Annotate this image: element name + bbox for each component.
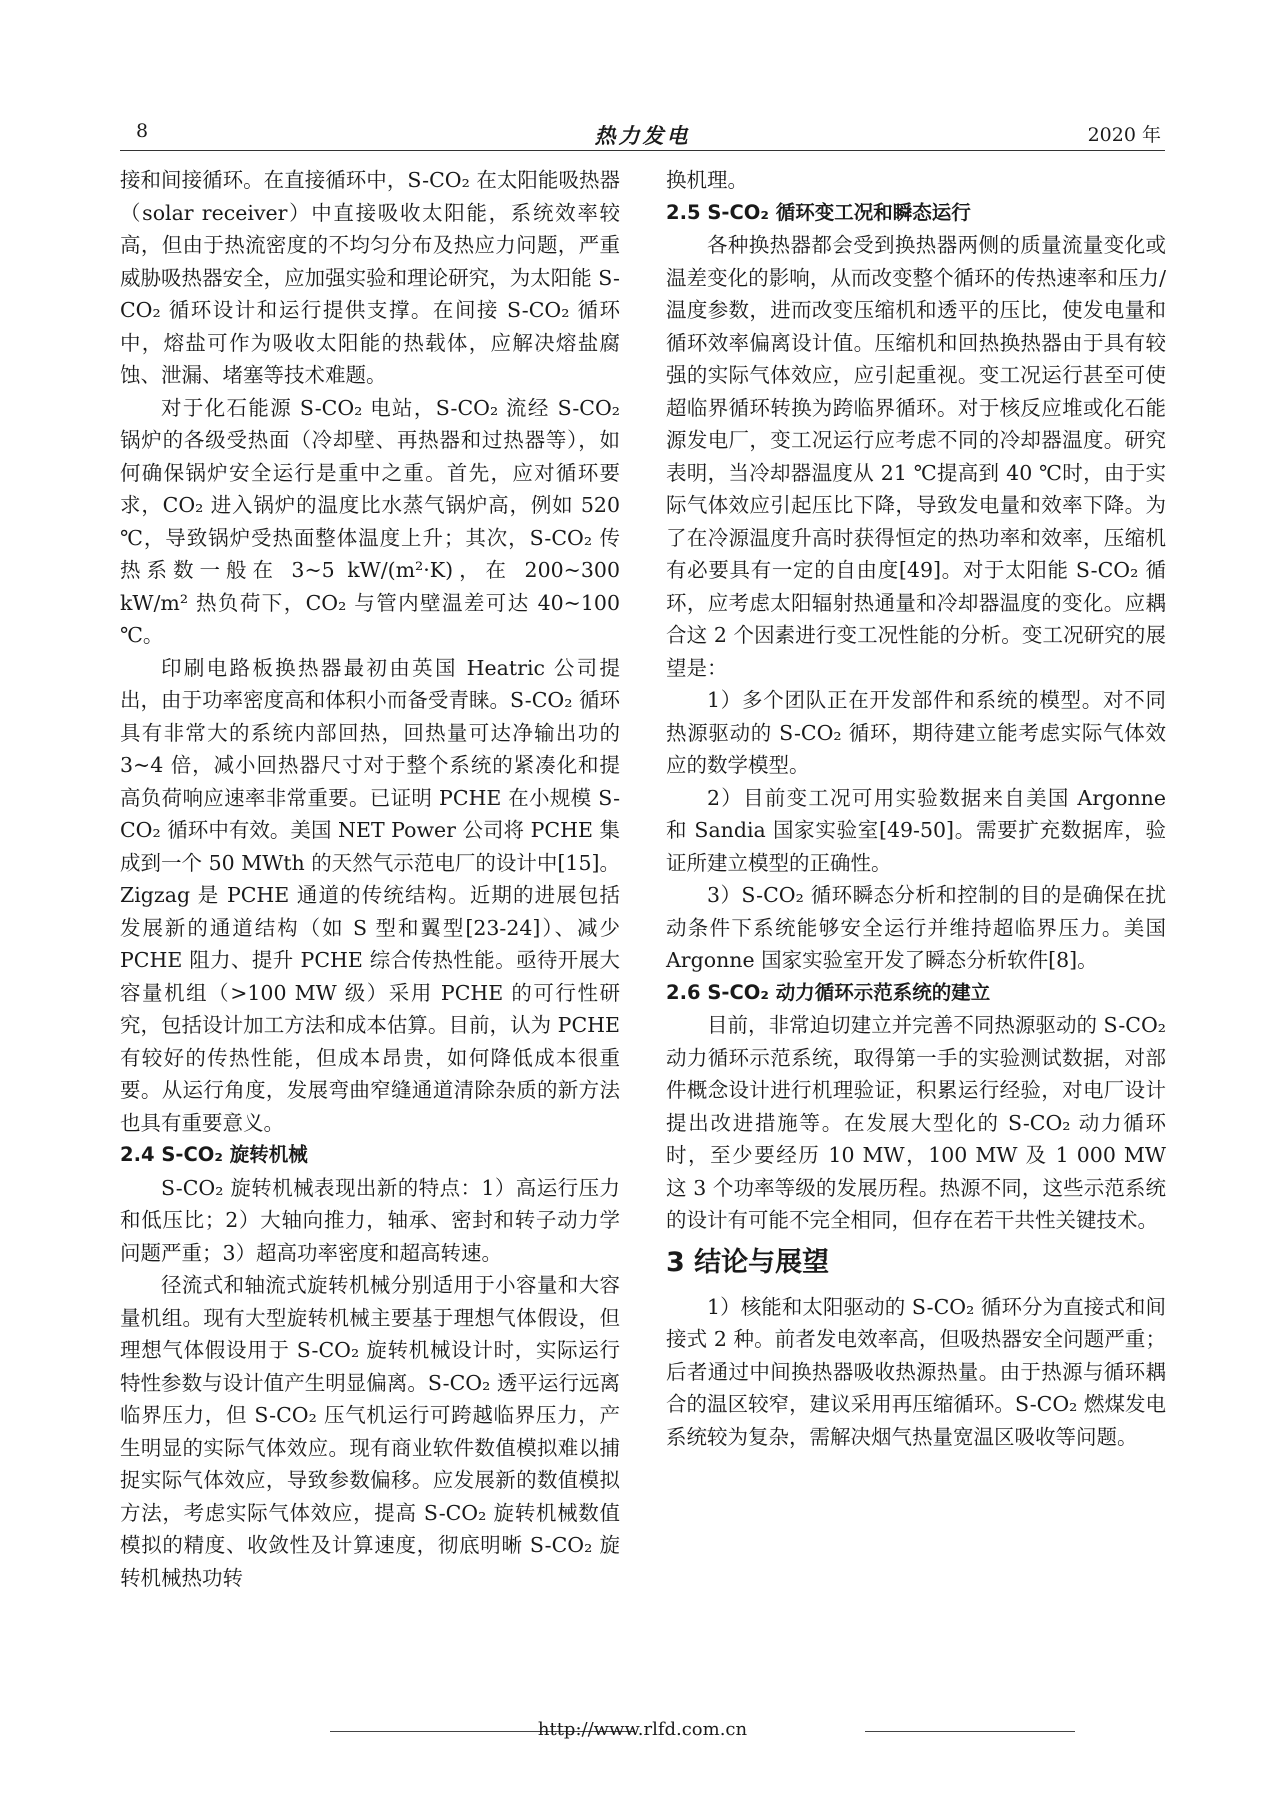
- section-heading-2-4: 2.4 S-CO₂ 旋转机械: [120, 1143, 308, 1166]
- paragraph: 印刷电路板换热器最初由英国 Heatric 公司提出，由于功率密度高和体积小而备受青睐。S-CO₂ 循环具有非常大的系统内部回热，回热量可达净输出功的 3~4 倍，减小回热器尺寸对于整个系统的紧凑化和提高负荷响应速率非常重要。已证明 PCHE 在小规模 S-CO₂ 循环中有效。美国 NET Power 公司将 PCHE 集成到一个 50 MWth 的天然气示范电厂的设计中[15]。Zigzag 是 PCHE 通道的传统结构。近期的进展包括发展新的通道结构（如 S 型和翼型[23-24]）、减少 PCHE 阻力、提升 PCHE 综合传热性能。亟待开展大容量机组（>100 MW 级）采用 PCHE 的可行性研究，包括设计加工方法和成本估算。目前，认为 PCHE 有较好的传热性能，但成本昂贵，如何降低成本很重要。从运行角度，发展弯曲窄缝通道清除杂质的新方法也具有重要意义。: [120, 655, 620, 1135]
- page-footer: [120, 1717, 1165, 1747]
- paragraph: 各种换热器都会受到换热器两侧的质量流量变化或温差变化的影响，从而改变整个循环的传热速率和压力/温度参数，进而改变压缩机和透平的压比，使发电量和循环效率偏离设计值。压缩机和回热换热器由于具有较强的实际气体效应，应引起重视。变工况运行甚至可使超临界循环转换为跨临界循环。对于核反应堆或化石能源发电厂，变工况运行应考虑不同的冷却器温度。研究表明，当冷却器温度从 21 ℃提高到 40 ℃时，由于实际气体效应引起压比下降，导致发电量和效率下降。为了在冷源温度升高时获得恒定的热功率和效率，压缩机有必要具有一定的自由度[49]。对于太阳能 S-CO₂ 循环，应考虑太阳辐射热通量和冷却器温度的变化。应耦合这 2 个因素进行变工况性能的分析。变工况研究的展望是：: [666, 233, 1166, 680]
- list-item: 3）S-CO₂ 循环瞬态分析和控制的目的是确保在扰动条件下系统能够安全运行并维持超临界压力。美国 Argonne 国家实验室开发了瞬态分析软件[8]。: [666, 883, 1166, 972]
- section-heading-2-5: 2.5 S-CO₂ 循环变工况和瞬态运行: [666, 200, 971, 224]
- section-heading-3: 3 结论与展望: [666, 1246, 830, 1278]
- paragraph: 对于化石能源 S-CO₂ 电站，S-CO₂ 流经 S-CO₂ 锅炉的各级受热面（冷却壁、再热器和过热器等），如何确保锅炉安全运行是重中之重。首先，应对循环要求，CO₂ 进入锅炉的温度比水蒸气锅炉高，例如 520 ℃，导致锅炉受热面整体温度上升；其次，S-CO₂ 传热系数一般在 3~5 kW/(m²·K)，在 200~300 kW/m² 热负荷下，CO₂ 与管内壁温差可达 40~100 ℃。: [120, 395, 620, 647]
- paragraph: S-CO₂ 旋转机械表现出新的特点：1）高运行压力和低压比；2）大轴向推力，轴承、密封和转子动力学问题严重；3）超高功率密度和超高转速。: [120, 1175, 620, 1265]
- list-item: 1）多个团队正在开发部件和系统的模型。对不同热源驱动的 S-CO₂ 循环，期待建立能考虑实际气体效应的数学模型。: [666, 688, 1166, 777]
- header-rule: [120, 150, 1165, 151]
- left-column: [120, 164, 620, 1594]
- section-heading-2-6: 2.6 S-CO₂ 动力循环示范系统的建立: [666, 980, 991, 1004]
- right-column: [666, 164, 1166, 1453]
- paragraph: 径流式和轴流式旋转机械分别适用于小容量和大容量机组。现有大型旋转机械主要基于理想气体假设，但理想气体假设用于 S-CO₂ 旋转机械设计时，实际运行特性参数与设计值产生明显偏离。S-CO₂ 透平运行远离临界压力，但 S-CO₂ 压气机运行可跨越临界压力，产生明显的实际气体效应。现有商业软件数值模拟难以捕捉实际气体效应，导致参数偏移。应发展新的数值模拟方法，考虑实际气体效应，提高 S-CO₂ 旋转机械数值模拟的精度、收敛性及计算速度，彻底明晰 S-CO₂ 旋转机械热功转: [120, 1273, 620, 1590]
- paragraph: 接和间接循环。在直接循环中，S-CO₂ 在太阳能吸热器（solar receiver）中直接吸收太阳能，系统效率较高，但由于热流密度的不均匀分布及热应力问题，严重威胁吸热器安全，应加强实验和理论研究，为太阳能 S-CO₂ 循环设计和运行提供支撑。在间接 S-CO₂ 循环中，熔盐可作为吸收太阳能的热载体，应解决熔盐腐蚀、泄漏、堵塞等技术难题。: [120, 168, 620, 387]
- list-item: 2）目前变工况可用实验数据来自美国 Argonne 和 Sandia 国家实验室[49-50]。需要扩充数据库，验证所建立模型的正确性。: [666, 785, 1166, 875]
- footer-rule-right: [865, 1731, 1075, 1732]
- page-header: [120, 120, 1165, 148]
- page-number: 8: [136, 120, 149, 142]
- list-item: 1）核能和太阳驱动的 S-CO₂ 循环分为直接式和间接式 2 种。前者发电效率高，但吸热器安全问题严重；后者通过中间换热器吸收热源热量。由于热源与循环耦合的温区较窄，建议采用再压缩循环。S-CO₂ 燃煤发电系统较为复杂，需解决烟气热量宽温区吸收等问题。: [666, 1294, 1166, 1449]
- paragraph: 目前，非常迫切建立并完善不同热源驱动的 S-CO₂ 动力循环示范系统，取得第一手的实验测试数据，对部件概念设计进行机理验证，积累运行经验，对电厂设计提出改进措施等。在发展大型化的 S-CO₂ 动力循环时，至少要经历 10 MW，100 MW 及 1 000 MW 这 3 个功率等级的发展历程。热源不同，这些示范系统的设计有可能不完全相同，但存在若干共性关键技术。: [666, 1013, 1166, 1232]
- journal-title: 热力发电: [594, 123, 691, 148]
- paragraph: 换机理。: [666, 168, 748, 192]
- footer-url: http://www.rlfd.com.cn: [537, 1719, 748, 1740]
- publication-year: 2020 年: [1087, 124, 1161, 146]
